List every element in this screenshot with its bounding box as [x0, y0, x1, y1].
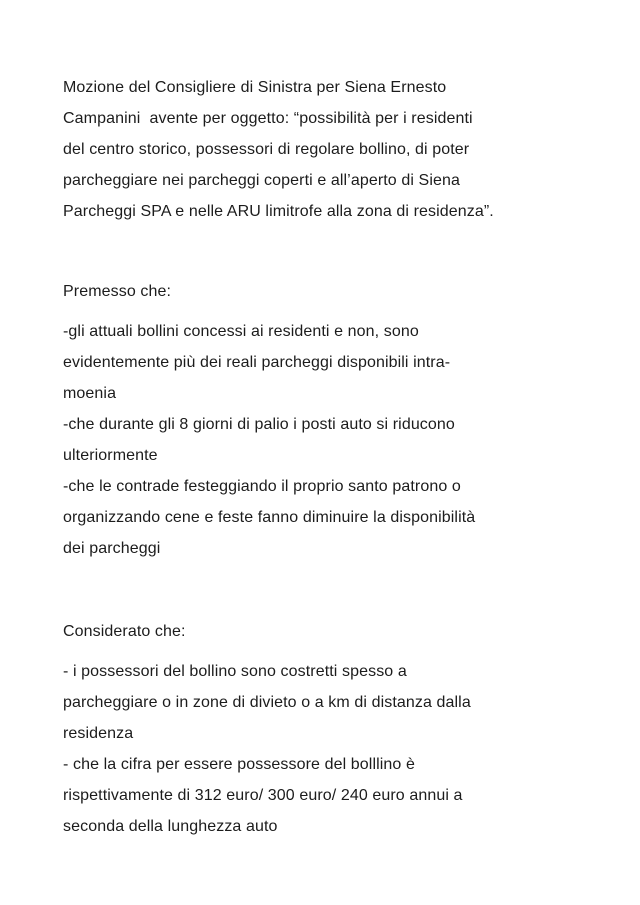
body-line: - che la cifra per essere possessore del bolllino è	[63, 756, 415, 773]
body-line: moenia	[63, 385, 117, 402]
body-line: -che durante gli 8 giorni di palio i posti auto si riducono	[63, 416, 455, 433]
body-line: -gli attuali bollini concessi ai residenti e non, sono	[63, 323, 419, 340]
title-line: parcheggiare nei parcheggi coperti e all’aperto di Siena	[63, 172, 460, 189]
title-line: del centro storico, possessori di regolare bollino, di poter	[63, 141, 470, 158]
body-line: residenza	[63, 725, 134, 742]
section-heading-premesso: Premesso che:	[63, 283, 172, 300]
section-heading-considerato: Considerato che:	[63, 623, 186, 640]
body-line: ulteriormente	[63, 447, 158, 464]
body-line: parcheggiare o in zone di divieto o a km di distanza dalla	[63, 694, 471, 711]
title-line: Mozione del Consigliere di Sinistra per Siena Ernesto	[63, 79, 447, 96]
section-body-premesso	[63, 316, 585, 564]
body-line: - i possessori del bollino sono costretti spesso a	[63, 663, 407, 680]
title-line: Parcheggi SPA e nelle ARU limitrofe alla zona di residenza”.	[63, 203, 494, 220]
body-line: rispettivamente di 312 euro/ 300 euro/ 240 euro annui a	[63, 787, 463, 804]
body-line: organizzando cene e feste fanno diminuire la disponibilità	[63, 509, 476, 526]
title-line: Campanini avente per oggetto: “possibilità per i residenti	[63, 110, 473, 127]
body-line: -che le contrade festeggiando il proprio santo patrono o	[63, 478, 461, 495]
body-line: dei parcheggi	[63, 540, 161, 557]
section-body-considerato	[63, 656, 585, 842]
body-line: evidentemente più dei reali parcheggi disponibili intra-	[63, 354, 451, 371]
document-title	[63, 72, 585, 227]
body-line: seconda della lunghezza auto	[63, 818, 278, 835]
